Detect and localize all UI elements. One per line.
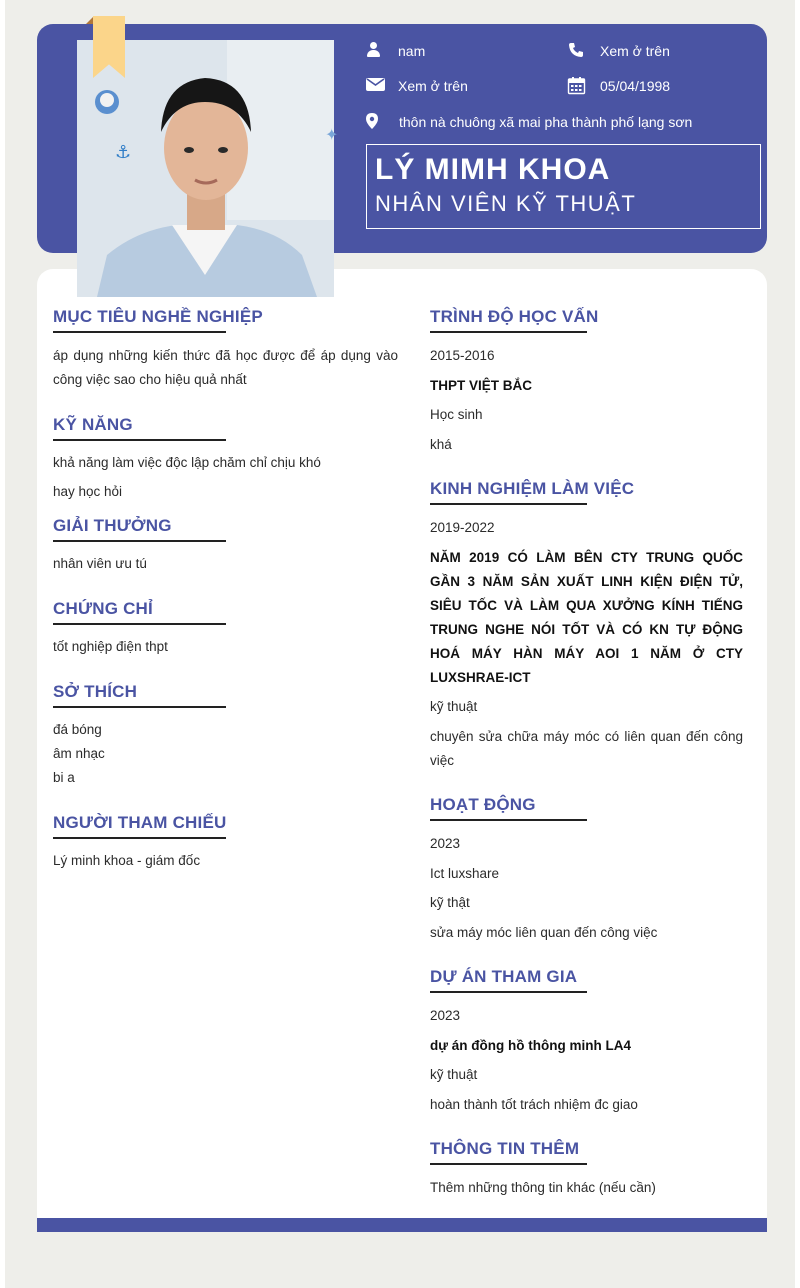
projects-period: 2023 [430,1008,461,1023]
birthday-row [568,77,670,95]
experience-position: kỹ thuật [430,699,478,714]
skill-item: khả năng làm việc độc lập chăm chỉ chịu khó [53,455,321,470]
email-value[interactable]: Xem ở trên [398,78,468,94]
objective-text: áp dụng những kiến thức đã học được để áp dụng vào công việc sao cho hiệu quả nhất [53,348,398,387]
experience-description: chuyên sửa chữa máy móc có liên quan đến công việc [430,729,743,768]
job-title: NHÂN VIÊN KỸ THUẬT [375,191,637,216]
skills-title: KỸ NĂNG [53,415,226,441]
objective-title: MỤC TIÊU NGHỀ NGHIỆP [53,307,226,333]
references-title: NGƯỜI THAM CHIẾU [53,813,226,839]
address-row [366,113,692,131]
skill-item: hay học hỏi [53,484,123,499]
address-value: thôn nà chuông xã mai pha thành phố lạng sơn [399,114,693,130]
avatar [77,40,339,297]
experience-title: KINH NGHIỆM LÀM VIỆC [430,479,587,505]
content-card [37,269,767,1232]
certificates-text: tốt nghiệp điện thpt [53,639,168,654]
experience-company: NĂM 2019 CÓ LÀM BÊN CTY TRUNG QUỐC GẦN 3 NĂM SẢN XUẤT LINH KIỆN ĐIỆN TỬ, SIÊU TỐC VÀ LÀM QUA XƯỞNG KÍNH TIẾNG TRUNG NGHE NÓI TỐT VÀ CÓ KN TỰ ĐỘNG HOÁ MÁY HÀN MÁY AOI 1 NĂM Ở CTY LUXSHRAE-ICT [430,550,743,685]
calendar-icon [568,77,590,95]
additional-title: THÔNG TIN THÊM [430,1139,587,1165]
activities-role: kỹ thật [430,895,470,910]
gender-row [366,42,425,60]
envelope-icon [366,77,388,95]
hobby-item: đá bóng [53,722,102,737]
additional-text: Thêm những thông tin khác (nếu cần) [430,1180,656,1195]
education-result: khá [430,437,452,452]
experience-period: 2019-2022 [430,520,495,535]
hobby-item: âm nhạc [53,746,105,761]
education-major: Học sinh [430,407,483,422]
avatar-portrait-icon [77,40,339,297]
card-bottom-bar [37,1218,767,1232]
projects-role: kỹ thuật [430,1067,478,1082]
activities-title: HOẠT ĐỘNG [430,795,587,821]
candidate-name: LÝ MIMH KHOA [375,153,611,186]
hobbies-title: SỞ THÍCH [53,682,226,708]
projects-description: hoàn thành tốt trách nhiệm đc giao [430,1097,638,1112]
activities-period: 2023 [430,836,461,851]
activities-description: sửa máy móc liên quan đến công việc [430,925,658,940]
birthday-value: 05/04/1998 [600,78,671,94]
awards-text: nhân viên ưu tú [53,556,147,571]
svg-text:⚓: ⚓ [115,142,132,163]
phone-icon [568,42,590,60]
certificates-title: CHỨNG CHỈ [53,599,226,625]
awards-title: GIẢI THƯỞNG [53,516,226,542]
projects-title: DỰ ÁN THAM GIA [430,967,587,993]
name-box [366,144,761,229]
education-period: 2015-2016 [430,348,495,363]
education-school: THPT VIỆT BẮC [430,378,533,393]
references-text: Lý minh khoa - giám đốc [53,853,201,868]
hobby-item: bi a [53,770,75,785]
activities-org: Ict luxshare [430,866,500,881]
user-icon [366,42,388,60]
email-row [366,77,468,95]
phone-row [568,42,670,60]
projects-name: dự án đồng hồ thông minh LA4 [430,1038,631,1053]
map-pin-icon [366,113,388,131]
gender-value: nam [398,43,426,59]
phone-value[interactable]: Xem ở trên [600,43,670,59]
education-title: TRÌNH ĐỘ HỌC VẤN [430,307,587,333]
svg-text:✦: ✦ [325,125,339,144]
